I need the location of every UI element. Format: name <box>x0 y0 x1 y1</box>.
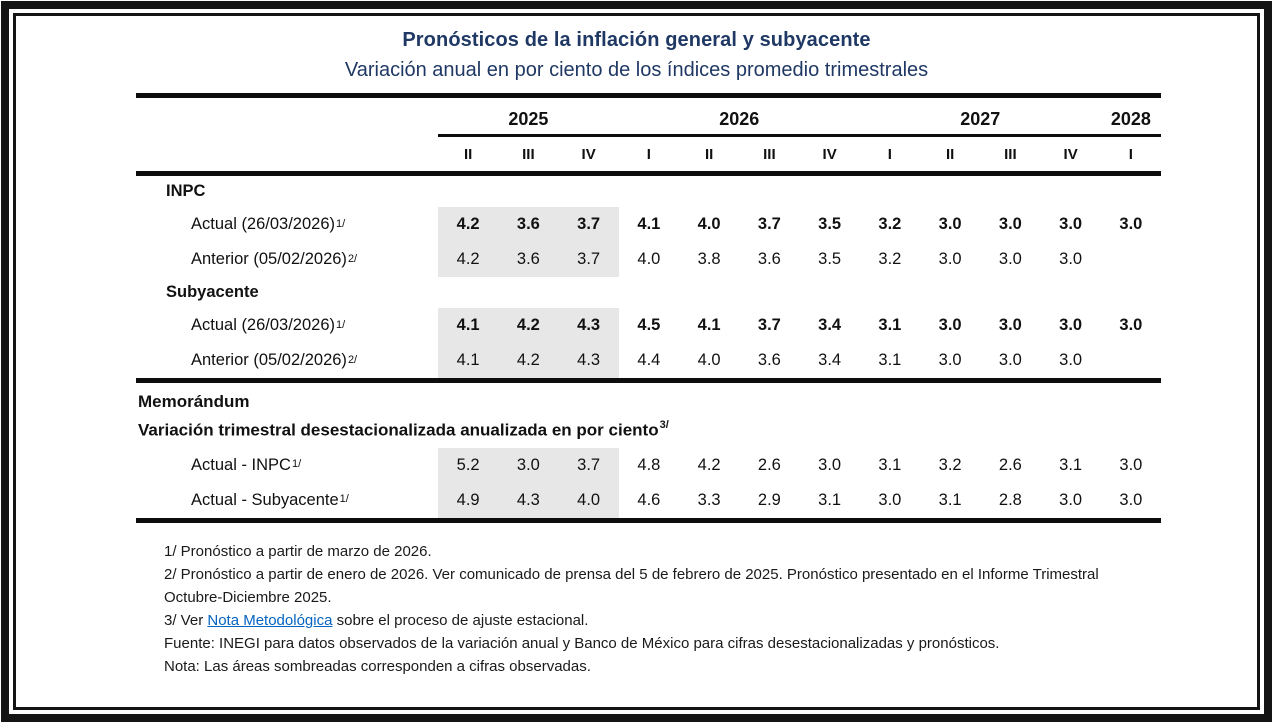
value-cell: 3.5 <box>818 250 842 268</box>
row-label-text: Actual (26/03/2026) <box>191 215 336 233</box>
value-cell: 3.0 <box>938 250 962 268</box>
memo-rows <box>136 448 1161 518</box>
value-cell: 3.0 <box>878 490 902 509</box>
value-cell: 4.1 <box>697 316 721 334</box>
row-label <box>136 308 438 343</box>
value-cell: 3.7 <box>757 316 781 334</box>
table-row <box>136 448 1161 483</box>
memo-subheader-footnote-ref: 3/ <box>659 419 669 431</box>
table-row <box>136 483 1161 518</box>
value-cell: 3.6 <box>757 351 781 369</box>
value-cell: 2.9 <box>757 490 781 509</box>
quarter-label: IV <box>1063 145 1078 163</box>
row-label <box>136 483 438 518</box>
value-cell: 3.1 <box>938 490 962 509</box>
section-header: Subyacente <box>166 283 259 301</box>
value-cell: 3.7 <box>757 215 781 233</box>
quarter-label: II <box>945 145 955 163</box>
footnote-2-line2: Octubre-Diciembre 2025. <box>164 588 332 606</box>
footnote-2-line1: 2/ Pronóstico a partir de enero de 2026. Ver comunicado de prensa del 5 de febrero de 2025. Pronóstico presentado en el Informe Trimestral <box>164 565 1099 583</box>
forecast-table <box>136 93 1161 523</box>
row-label-text: Actual - Subyacente <box>191 490 339 509</box>
value-cell: 5.2 <box>438 448 498 483</box>
footnote-3 <box>164 609 1176 632</box>
value-cell: 4.0 <box>697 351 721 369</box>
quarter-header-row <box>136 137 1161 171</box>
value-cell: 3.0 <box>938 215 962 233</box>
table-sections <box>136 176 1161 378</box>
quarter-label: II <box>704 145 714 163</box>
value-cell: 3.0 <box>938 316 962 334</box>
row-footnote-ref: 1/ <box>291 458 302 471</box>
value-cell: 3.0 <box>1059 250 1083 268</box>
value-cell <box>1101 343 1161 378</box>
value-cell: 3.0 <box>1059 316 1083 334</box>
quarter-label: I <box>646 145 651 163</box>
value-cell: 3.7 <box>559 242 619 277</box>
row-label <box>136 343 438 378</box>
value-cell: 3.0 <box>1059 490 1083 509</box>
value-cell: 4.2 <box>438 207 498 242</box>
value-cell <box>1101 242 1161 277</box>
page-title: Pronósticos de la inflación general y subyacente <box>402 29 871 51</box>
value-cell: 4.2 <box>498 308 558 343</box>
value-cell: 4.1 <box>637 215 661 233</box>
rule-bottom <box>136 518 1161 523</box>
table-row <box>136 242 1161 277</box>
row-label-text: Actual (26/03/2026) <box>191 316 336 334</box>
table-row <box>136 308 1161 343</box>
quarter-label: III <box>763 145 776 163</box>
value-cell: 3.8 <box>697 250 721 268</box>
value-cell: 2.6 <box>998 455 1022 474</box>
row-footnote-ref: 1/ <box>339 493 349 506</box>
row-label-text: Actual - INPC <box>191 455 291 474</box>
value-cell: 3.2 <box>938 455 962 474</box>
value-cell: 3.1 <box>878 351 902 369</box>
page-subtitle: Variación anual en por ciento de los índices promedio trimestrales <box>344 59 929 81</box>
value-cell: 3.1 <box>878 455 902 474</box>
value-cell: 3.2 <box>878 250 902 268</box>
value-cell: 3.0 <box>1119 490 1143 509</box>
year-label: 2025 <box>508 109 549 129</box>
value-cell: 3.0 <box>1119 455 1143 474</box>
memo-subheader-text: Variación trimestral desestacionalizada anualizada en por ciento <box>138 420 659 440</box>
value-cell: 3.5 <box>818 215 842 233</box>
value-cell: 4.1 <box>438 308 498 343</box>
footnotes <box>164 540 1176 678</box>
value-cell: 3.0 <box>998 250 1022 268</box>
year-label: 2026 <box>719 109 760 129</box>
value-cell: 4.2 <box>498 343 558 378</box>
year-header-row <box>136 98 1161 134</box>
value-cell: 3.0 <box>1059 351 1083 369</box>
footnote-3-suffix: sobre el proceso de ajuste estacional. <box>332 611 589 629</box>
value-cell: 4.0 <box>637 250 661 268</box>
section-header: INPC <box>166 182 206 200</box>
year-label: 2028 <box>1110 109 1151 129</box>
quarter-label: III <box>522 145 535 163</box>
value-cell: 3.0 <box>998 351 1022 369</box>
value-cell: 4.2 <box>697 455 721 474</box>
value-cell: 3.4 <box>818 316 842 334</box>
row-label <box>136 242 438 277</box>
footnote-3-prefix: 3/ Ver <box>164 611 208 629</box>
value-cell: 3.0 <box>1059 215 1083 233</box>
value-cell: 3.0 <box>1119 215 1143 233</box>
value-cell: 4.0 <box>559 483 619 518</box>
value-cell: 3.0 <box>1119 316 1143 334</box>
value-cell: 3.6 <box>498 242 558 277</box>
value-cell: 3.1 <box>878 316 902 334</box>
value-cell: 3.6 <box>757 250 781 268</box>
value-cell: 4.3 <box>559 308 619 343</box>
row-label-text: Anterior (05/02/2026) <box>191 351 347 369</box>
footnote-fuente: Fuente: INEGI para datos observados de la variación anual y Banco de México para cifras desestacionalizadas y pronósticos. <box>164 634 1000 652</box>
value-cell: 2.6 <box>757 455 781 474</box>
quarter-label: IV <box>581 145 596 163</box>
value-cell: 2.8 <box>998 490 1022 509</box>
value-cell: 3.0 <box>498 448 558 483</box>
table-row <box>136 343 1161 378</box>
document-frame <box>1 1 1272 722</box>
value-cell: 4.5 <box>637 316 661 334</box>
year-label: 2027 <box>960 109 1001 129</box>
row-footnote-ref: 1/ <box>336 318 346 331</box>
value-cell: 4.4 <box>637 351 661 369</box>
value-cell: 4.3 <box>559 343 619 378</box>
value-cell: 3.2 <box>878 215 902 233</box>
value-cell: 4.3 <box>498 483 558 518</box>
value-cell: 3.1 <box>1059 455 1083 474</box>
value-cell: 4.2 <box>438 242 498 277</box>
memo-subheader <box>136 415 1161 448</box>
footnote-1: 1/ Pronóstico a partir de marzo de 2026. <box>164 542 432 560</box>
row-label <box>136 448 438 483</box>
value-cell: 3.0 <box>998 215 1022 233</box>
nota-metodologica-link[interactable]: Nota Metodológica <box>207 611 333 629</box>
memo-header: Memorándum <box>138 392 250 411</box>
quarter-label: II <box>463 145 473 163</box>
value-cell: 4.6 <box>637 490 661 509</box>
value-cell: 4.9 <box>438 483 498 518</box>
value-cell: 3.1 <box>818 490 842 509</box>
footnote-nota: Nota: Las áreas sombreadas corresponden a cifras observadas. <box>164 657 591 675</box>
value-cell: 3.6 <box>498 207 558 242</box>
value-cell: 3.0 <box>818 455 842 474</box>
quarter-label: I <box>887 145 892 163</box>
row-footnote-ref: 2/ <box>347 252 358 265</box>
row-label-text: Anterior (05/02/2026) <box>191 250 347 268</box>
row-footnote-ref: 2/ <box>347 353 358 366</box>
document-page <box>13 13 1260 710</box>
value-cell: 4.1 <box>438 343 498 378</box>
quarter-label: III <box>1004 145 1017 163</box>
value-cell: 3.7 <box>559 207 619 242</box>
table-row <box>136 207 1161 242</box>
row-footnote-ref: 1/ <box>336 217 346 230</box>
value-cell: 3.4 <box>818 351 842 369</box>
value-cell: 4.0 <box>697 215 721 233</box>
quarter-label: I <box>1128 145 1133 163</box>
value-cell: 3.0 <box>938 351 962 369</box>
row-label <box>136 207 438 242</box>
value-cell: 3.7 <box>559 448 619 483</box>
value-cell: 3.0 <box>998 316 1022 334</box>
value-cell: 3.3 <box>697 490 721 509</box>
quarter-label: IV <box>822 145 837 163</box>
value-cell: 4.8 <box>637 455 661 474</box>
